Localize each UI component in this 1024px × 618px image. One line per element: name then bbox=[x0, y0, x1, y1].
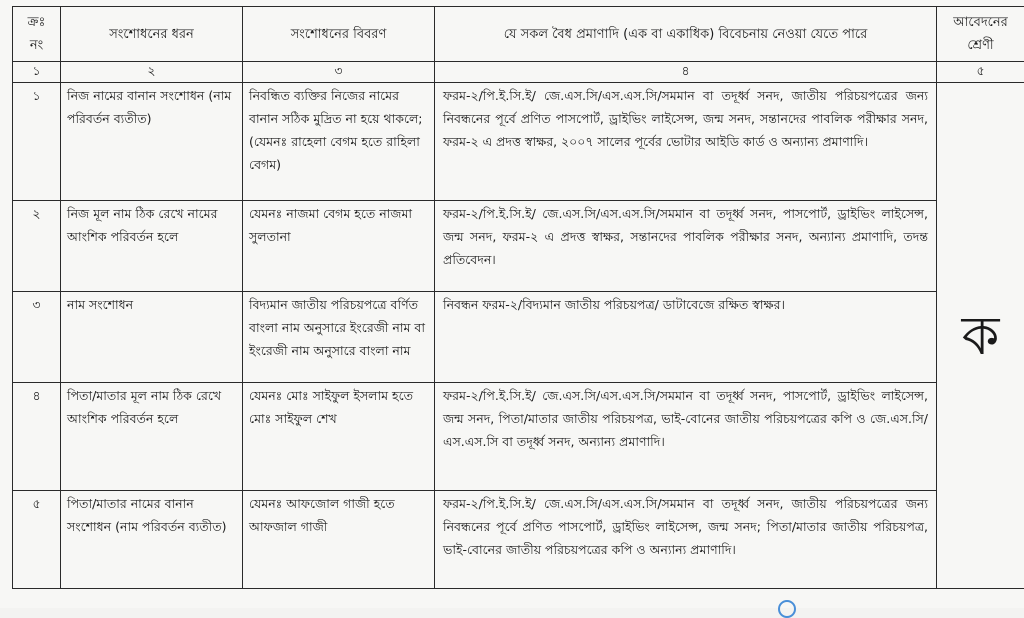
header-correction-type: সংশোধনের ধরন bbox=[61, 7, 243, 62]
column-number: ১ bbox=[13, 62, 61, 83]
correction-table bbox=[12, 6, 1024, 589]
header-application-category: আবেদনের শ্রেণী bbox=[937, 7, 1024, 62]
header-serial: ক্রঃ নং bbox=[13, 7, 61, 62]
table-row bbox=[13, 383, 1024, 491]
column-number-row bbox=[13, 62, 1024, 83]
header-valid-documents: যে সকল বৈধ প্রমাণাদি (এক বা একাধিক) বিবেচনায় নেওয়া যেতে পারে bbox=[435, 7, 937, 62]
column-number: ৫ bbox=[937, 62, 1024, 83]
row-correction-type: নিজ নামের বানান সংশোধন (নাম পরিবর্তন ব্যতীত) bbox=[61, 83, 243, 201]
row-valid-documents: ফরম-২/পি.ই.সি.ই/ জে.এস.সি/এস.এস.সি/সমমান বা তদূর্ধ্ব সনদ, পাসপোর্ট, ড্রাইভিং লাইসেন্স, জন্ম সনদ, ফরম-২ এ প্রদত্ত স্বাক্ষর, সন্তানদের পাবলিক পরীক্ষার সনদ, অন্যান্য প্রমাণাদি, তদন্ত প্রতিবেদন। bbox=[435, 201, 937, 292]
row-correction-description: যেমনঃ মোঃ সাইফুল ইসলাম হতে মোঃ সাইফুল শেখ bbox=[243, 383, 435, 491]
row-serial: ২ bbox=[13, 201, 61, 292]
row-valid-documents: ফরম-২/পি.ই.সি.ই/ জে.এস.সি/এস.এস.সি/সমমান বা তদূর্ধ্ব সনদ, জাতীয় পরিচয়পত্রের জন্য নিবন্ধনের পূর্বে প্রণিত পাসপোর্ট, ড্রাইভিং লাইসেন্স, জন্ম সনদ, সন্তানদের পাবলিক পরীক্ষার সনদ, ফরম-২ এ প্রদত্ত স্বাক্ষর, ২০০৭ সালের পূর্বের ভোটার আইডি কার্ড ও অন্যান্য প্রমাণাদি। bbox=[435, 83, 937, 201]
row-correction-description: বিদ্যমান জাতীয় পরিচয়পত্রে বর্ণিত বাংলা নাম অনুসারে ইংরেজী নাম বা ইংরেজী নাম অনুসারে বাংলা নাম bbox=[243, 292, 435, 383]
table-row bbox=[13, 292, 1024, 383]
row-serial: ৩ bbox=[13, 292, 61, 383]
row-serial: ৪ bbox=[13, 383, 61, 491]
row-correction-type: নিজ মূল নাম ঠিক রেখে নামের আংশিক পরিবর্তন হলে bbox=[61, 201, 243, 292]
table-row bbox=[13, 83, 1024, 201]
row-valid-documents: ফরম-২/পি.ই.সি.ই/ জে.এস.সি/এস.এস.সি/সমমান বা তদূর্ধ্ব সনদ, জাতীয় পরিচয়পত্রের জন্য নিবন্ধনের পূর্বে প্রণিত পাসপোর্ট, ড্রাইভিং লাইসেন্স, জন্ম সনদ; পিতা/মাতার জাতীয় পরিচয়পত্র, ভাই-বোনের জাতীয় পরিচয়পত্রের কপি ও অন্যান্য প্রমাণাদি। bbox=[435, 491, 937, 589]
row-correction-type: পিতা/মাতার নামের বানান সংশোধন (নাম পরিবর্তন ব্যতীত) bbox=[61, 491, 243, 589]
column-number: ৩ bbox=[243, 62, 435, 83]
application-category-cell bbox=[937, 83, 1024, 589]
table-row bbox=[13, 201, 1024, 292]
row-correction-type: পিতা/মাতার মূল নাম ঠিক রেখে আংশিক পরিবর্তন হলে bbox=[61, 383, 243, 491]
header-row bbox=[13, 7, 1024, 62]
row-correction-description: যেমনঃ নাজমা বেগম হতে নাজমা সুলতানা bbox=[243, 201, 435, 292]
category-letter: ক bbox=[962, 304, 1000, 367]
column-number: ৪ bbox=[435, 62, 937, 83]
row-serial: ৫ bbox=[13, 491, 61, 589]
row-correction-description: নিবন্ধিত ব্যক্তির নিজের নামের বানান সঠিক মুদ্রিত না হয়ে থাকলে; (যেমনঃ রাহেলা বেগম হতে রাহিলা বেগম) bbox=[243, 83, 435, 201]
row-correction-description: যেমনঃ আফজোল গাজী হতে আফজাল গাজী bbox=[243, 491, 435, 589]
header-correction-description: সংশোধনের বিবরণ bbox=[243, 7, 435, 62]
table-row bbox=[13, 491, 1024, 589]
blue-circle-mark bbox=[778, 600, 796, 618]
column-number: ২ bbox=[61, 62, 243, 83]
row-correction-type: নাম সংশোধন bbox=[61, 292, 243, 383]
row-valid-documents: নিবন্ধন ফরম-২/বিদ্যমান জাতীয় পরিচয়পত্র/ ডাটাবেজে রক্ষিত স্বাক্ষর। bbox=[435, 292, 937, 383]
row-serial: ১ bbox=[13, 83, 61, 201]
row-valid-documents: ফরম-২/পি.ই.সি.ই/ জে.এস.সি/এস.এস.সি/সমমান বা তদূর্ধ্ব সনদ, পাসপোর্ট, ড্রাইভিং লাইসেন্স, জন্ম সনদ, পিতা/মাতার জাতীয় পরিচয়পত্র, ভাই-বোনের জাতীয় পরিচয়পত্রের কপি ও জে.এস.সি/এস.এস.সি বা তদূর্ধ্ব সনদ, অন্যান্য প্রমাণাদি। bbox=[435, 383, 937, 491]
